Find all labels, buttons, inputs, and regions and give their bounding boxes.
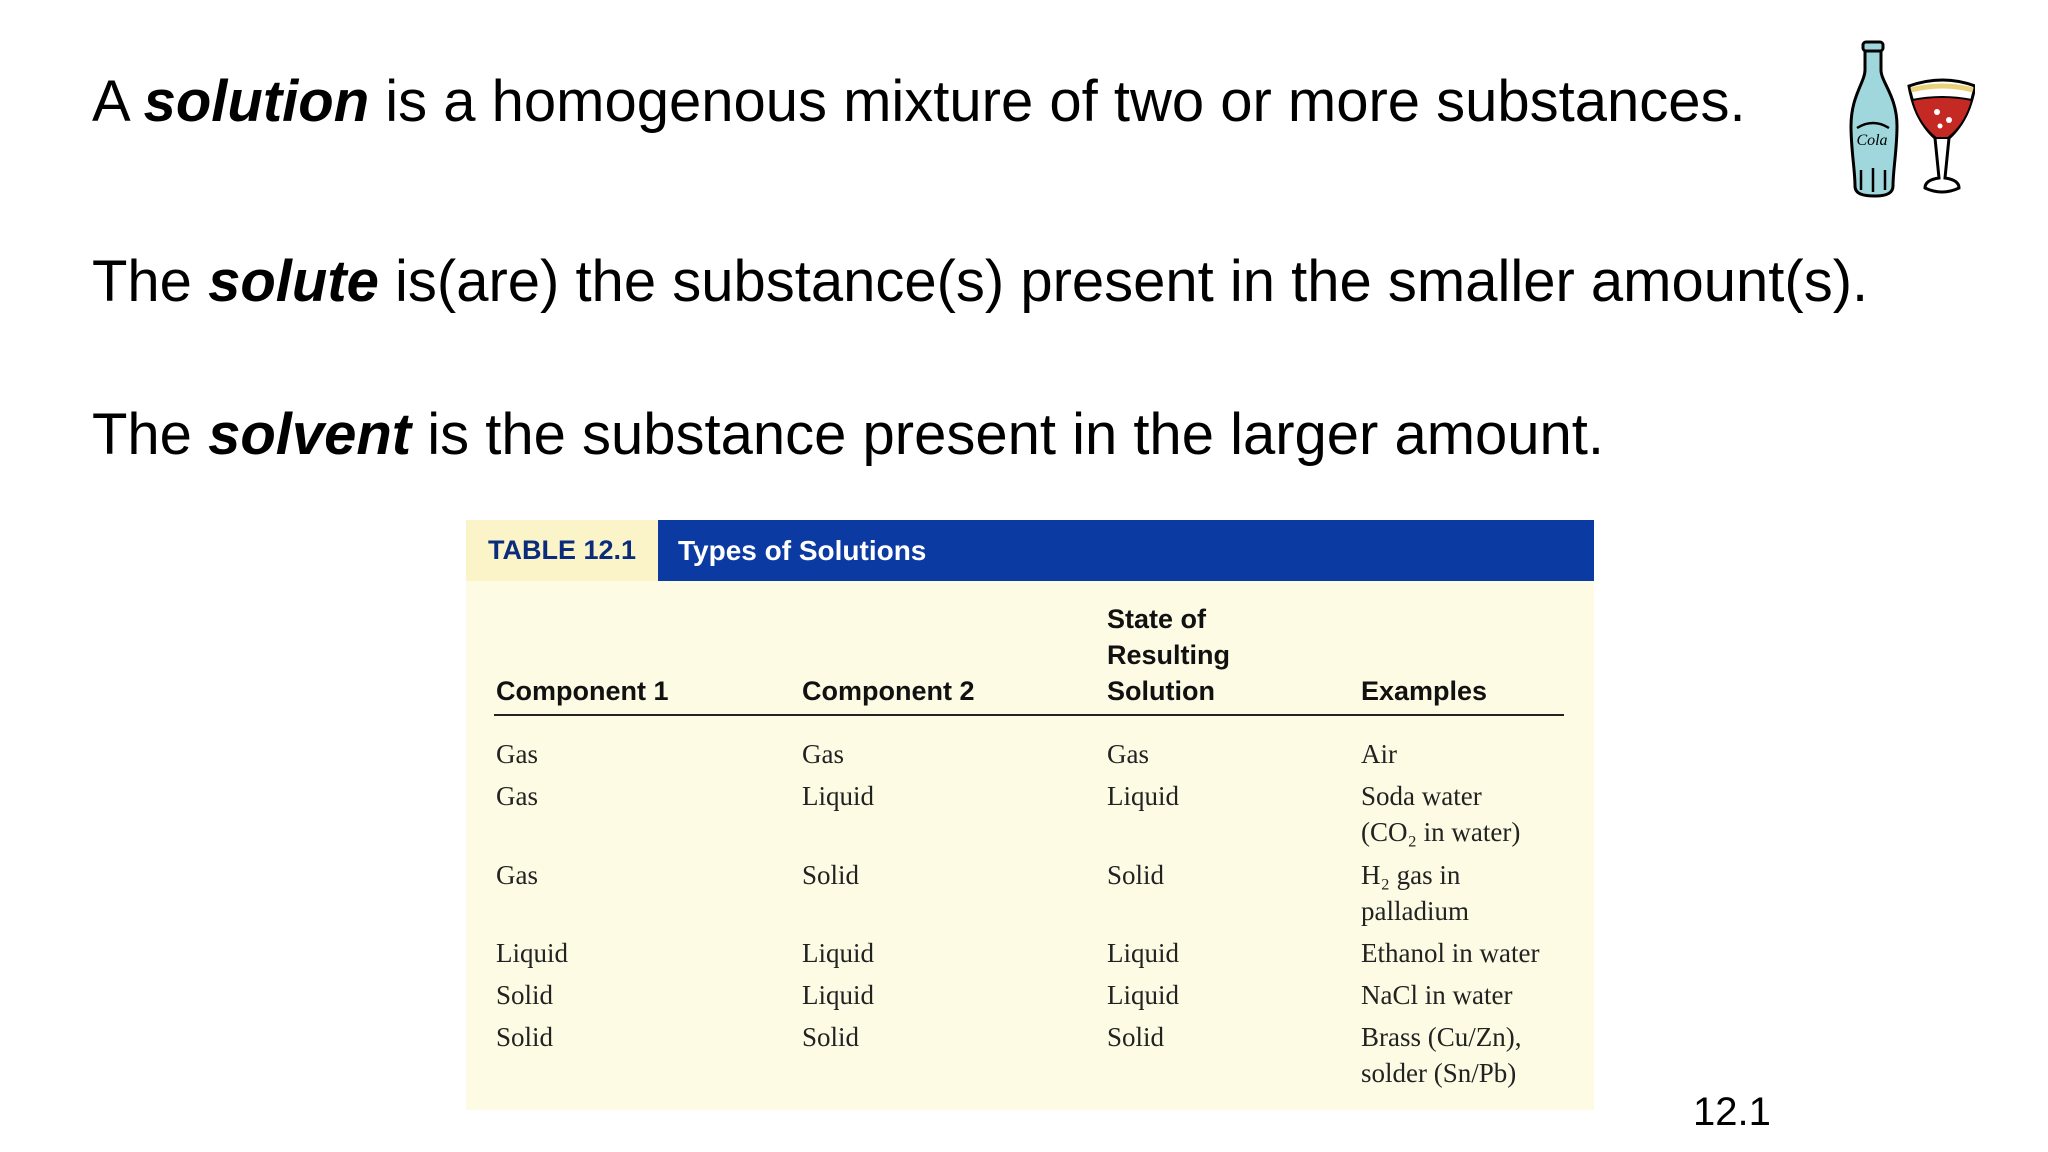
cell-example: Brass (Cu/Zn), solder (Sn/Pb) [1361, 1022, 1522, 1088]
cell-example: NaCl in water [1361, 980, 1513, 1010]
solute-definition [92, 247, 1868, 317]
table-number: TABLE 12.1 [466, 520, 658, 581]
definition-prefix: The [92, 249, 209, 314]
header-component-1: Component 1 [496, 676, 669, 706]
types-of-solutions-table [466, 520, 1594, 1110]
cell-component-2: Gas [802, 739, 844, 769]
term-solute: solute [208, 249, 379, 314]
cell-example: Ethanol in water [1361, 938, 1540, 968]
cell-component-1: Solid [496, 980, 554, 1010]
cell-component-1: Solid [496, 1022, 554, 1052]
bottle-label: Cola [1856, 132, 1888, 149]
cell-component-2: Liquid [802, 938, 874, 968]
cell-component-1: Liquid [496, 938, 568, 968]
slide-number: 12.1 [1693, 1090, 1771, 1134]
definition-prefix: A [92, 69, 144, 134]
header-examples: Examples [1361, 676, 1488, 706]
cell-example: Soda water (CO₂ in water) [1361, 781, 1521, 847]
cell-state: Solid [1107, 860, 1165, 890]
cell-state: Liquid [1107, 938, 1179, 968]
definition-text: is the substance present in the larger amount. [411, 402, 1605, 467]
cell-state: Liquid [1107, 781, 1179, 811]
solution-definition [92, 67, 1746, 137]
cell-component-2: Solid [802, 1022, 860, 1052]
cola-bottle-and-soda-glass-icon [1845, 40, 1975, 210]
table-title: Types of Solutions [658, 520, 1594, 581]
table-banner [466, 520, 1594, 581]
header-rule [494, 714, 1564, 716]
cell-example: H₂ gas in palladium [1361, 860, 1469, 926]
header-state: State of Resulting Solution [1107, 604, 1231, 706]
cell-component-1: Gas [496, 781, 538, 811]
term-solvent: solvent [208, 402, 412, 467]
solvent-definition [92, 400, 1604, 470]
cell-state: Liquid [1107, 980, 1179, 1010]
cell-component-2: Liquid [802, 781, 874, 811]
cell-component-2: Solid [802, 860, 860, 890]
cell-state: Gas [1107, 739, 1149, 769]
definition-prefix: The [92, 402, 209, 467]
cell-component-1: Gas [496, 739, 538, 769]
term-solution: solution [143, 69, 370, 134]
cell-component-1: Gas [496, 860, 538, 890]
header-component-2: Component 2 [802, 676, 975, 706]
cell-example: Air [1361, 739, 1397, 769]
definition-text: is(are) the substance(s) present in the smaller amount(s). [378, 249, 1869, 314]
definition-text: is a homogenous mixture of two or more substances. [369, 69, 1746, 134]
cell-state: Solid [1107, 1022, 1165, 1052]
cell-component-2: Liquid [802, 980, 874, 1010]
